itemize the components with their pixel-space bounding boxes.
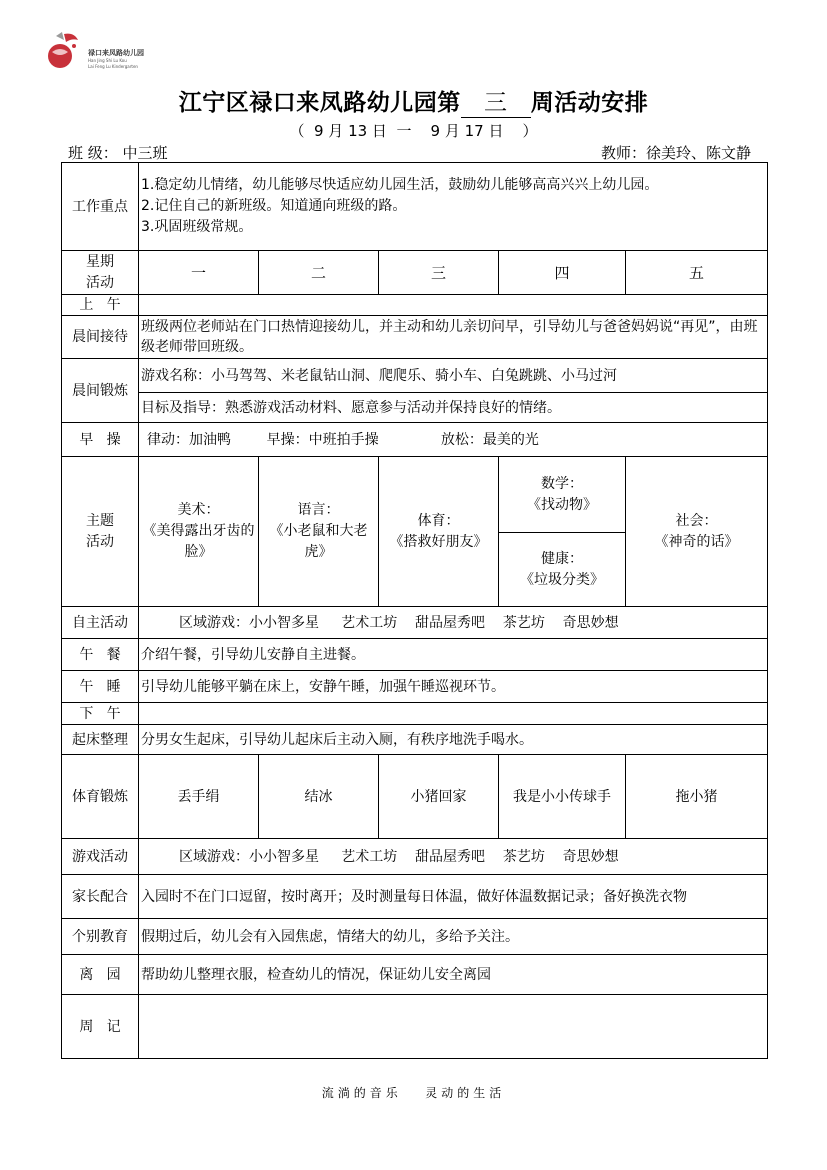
theme-subject: 数学： <box>541 475 583 492</box>
parent-label: 家长配合 <box>62 875 139 919</box>
leave-text: 帮助幼儿整理衣服，检查幼儿的情况，保证幼儿安全离园 <box>139 955 768 995</box>
day-thursday: 四 <box>499 251 626 295</box>
title-prefix: 江宁区禄口来凤路幼儿园第 <box>178 90 461 116</box>
row-games <box>62 839 768 875</box>
row-parent <box>62 875 768 919</box>
focus-item: 3.巩固班级常规。 <box>141 219 253 235</box>
individual-text: 假期过后，幼儿会有入园焦虑，情绪大的幼儿，多给予关注。 <box>139 919 768 955</box>
weekly-notes <box>139 995 768 1059</box>
pe-friday: 拖小猪 <box>626 755 768 839</box>
parent-text: 入园时不在门口逗留，按时离开；及时测量每日体温，做好体温数据记录；备好换洗衣物 <box>139 875 768 919</box>
reception-label: 晨间接待 <box>62 316 139 359</box>
row-nap <box>62 671 768 703</box>
logo-name-en-1: Han Jing Shi Lu Kou <box>88 58 127 63</box>
row-individual <box>62 919 768 955</box>
wake-label: 起床整理 <box>62 725 139 755</box>
theme-label-1: 主题 <box>86 512 114 529</box>
theme-subject: 体育： <box>417 512 460 529</box>
pe-thursday: 我是小小传球手 <box>499 755 626 839</box>
theme-tuesday <box>259 457 379 607</box>
kindergarten-logo <box>44 28 154 78</box>
exercise-goal: 目标及指导：熟悉游戏活动材料、愿意参与活动并保持良好的情绪。 <box>139 393 768 423</box>
lunch-label: 午 餐 <box>62 639 139 671</box>
row-morning <box>62 295 768 316</box>
individual-label: 个别教育 <box>62 919 139 955</box>
theme-subject: 健康： <box>541 550 583 567</box>
row-leave <box>62 955 768 995</box>
focus-item: 2.记住自己的新班级。知道通向班级的路。 <box>141 198 407 214</box>
page-title <box>0 84 827 118</box>
logo-name: 禄口来凤路幼儿园 <box>88 49 144 57</box>
row-weekly-notes <box>62 995 768 1059</box>
row-exercise-1 <box>62 359 768 393</box>
activity-label: 活动 <box>86 274 114 291</box>
theme-title: 《找动物》 <box>527 496 597 513</box>
row-weekdays <box>62 251 768 295</box>
theme-title: 《小老鼠和大老虎》 <box>269 523 368 560</box>
pe-label: 体育锻炼 <box>62 755 139 839</box>
theme-monday <box>139 457 259 607</box>
title-suffix: 周活动安排 <box>530 90 649 116</box>
teacher-names: 教师：徐美玲、陈文静 <box>600 144 751 162</box>
week-number: 三 <box>461 84 531 118</box>
day-tuesday: 二 <box>259 251 379 295</box>
row-reception <box>62 316 768 359</box>
lunch-text: 介绍午餐，引导幼儿安静自主进餐。 <box>139 639 768 671</box>
row-exercise-2 <box>62 393 768 423</box>
row-free-activity <box>62 607 768 639</box>
day-friday: 五 <box>626 251 768 295</box>
drill-label: 早 操 <box>62 423 139 457</box>
theme-title: 《美得露出牙齿的脸》 <box>142 523 255 560</box>
weekly-schedule-table <box>61 162 768 1059</box>
theme-title: 《神奇的话》 <box>654 533 739 550</box>
pe-monday: 丢手绢 <box>139 755 259 839</box>
theme-subject: 语言： <box>297 502 340 518</box>
weekday-header <box>62 251 139 295</box>
morning-label: 上 午 <box>62 295 139 316</box>
row-drill <box>62 423 768 457</box>
focus-label: 工作重点 <box>62 163 139 251</box>
theme-subject: 社会： <box>675 512 718 529</box>
theme-wednesday <box>379 457 499 607</box>
row-theme-1 <box>62 457 768 533</box>
row-pe <box>62 755 768 839</box>
day-monday: 一 <box>139 251 259 295</box>
class-name: 班 级： 中三班 <box>68 144 168 162</box>
focus-item: 1.稳定幼儿情绪，幼儿能够尽快适应幼儿园生活，鼓励幼儿能够高高兴兴上幼儿园。 <box>141 177 659 193</box>
weekday-label: 星期 <box>86 253 114 270</box>
free-text: 区域游戏：小小智多星 艺术工坊 甜品屋秀吧 茶艺坊 奇思妙想 <box>139 607 768 639</box>
exercise-label: 晨间锻炼 <box>62 359 139 423</box>
drill-text: 律动：加油鸭 早操：中班拍手操 放松：最美的光 <box>139 423 768 457</box>
theme-label-2: 活动 <box>86 533 114 550</box>
theme-title: 《搭救好朋友》 <box>389 533 488 550</box>
day-wednesday: 三 <box>379 251 499 295</box>
nap-text: 引导幼儿能够平躺在床上，安静午睡，加强午睡巡视环节。 <box>139 671 768 703</box>
row-afternoon <box>62 703 768 725</box>
logo-name-en-2: Lai Feng Lu Kindergarten <box>88 64 138 69</box>
leave-label: 离 园 <box>62 955 139 995</box>
afternoon-empty <box>139 703 768 725</box>
theme-friday <box>626 457 768 607</box>
logo-mark-icon <box>44 28 88 72</box>
weekly-label: 周 记 <box>62 995 139 1059</box>
pe-tuesday: 结冰 <box>259 755 379 839</box>
theme-title: 《垃圾分类》 <box>520 571 604 588</box>
theme-thursday-health <box>499 533 626 607</box>
theme-label <box>62 457 139 607</box>
game-label: 游戏活动 <box>62 839 139 875</box>
row-lunch <box>62 639 768 671</box>
theme-thursday-math <box>499 457 626 533</box>
focus-content <box>139 163 768 251</box>
reception-text: 班级两位老师站在门口热情迎接幼儿，并主动和幼儿亲切问早，引导幼儿与爸爸妈妈说“再见”，由班级老师带回班级。 <box>139 316 768 359</box>
date-range: （ 9 月 13 日 一 9 月 17 日 ） <box>289 122 538 140</box>
pe-wednesday: 小猪回家 <box>379 755 499 839</box>
exercise-games: 游戏名称：小马驾驾、米老鼠钻山洞、爬爬乐、骑小车、白兔跳跳、小马过河 <box>139 359 768 393</box>
row-focus <box>62 163 768 251</box>
row-wake <box>62 725 768 755</box>
theme-subject: 美术： <box>177 502 220 518</box>
nap-label: 午 睡 <box>62 671 139 703</box>
game-text: 区域游戏：小小智多星 艺术工坊 甜品屋秀吧 茶艺坊 奇思妙想 <box>139 839 768 875</box>
morning-empty <box>139 295 768 316</box>
afternoon-label: 下 午 <box>62 703 139 725</box>
free-label: 自主活动 <box>62 607 139 639</box>
wake-text: 分男女生起床，引导幼儿起床后主动入厕，有秩序地洗手喝水。 <box>139 725 768 755</box>
footer-motto: 流淌的音乐 灵动的生活 <box>321 1086 506 1100</box>
